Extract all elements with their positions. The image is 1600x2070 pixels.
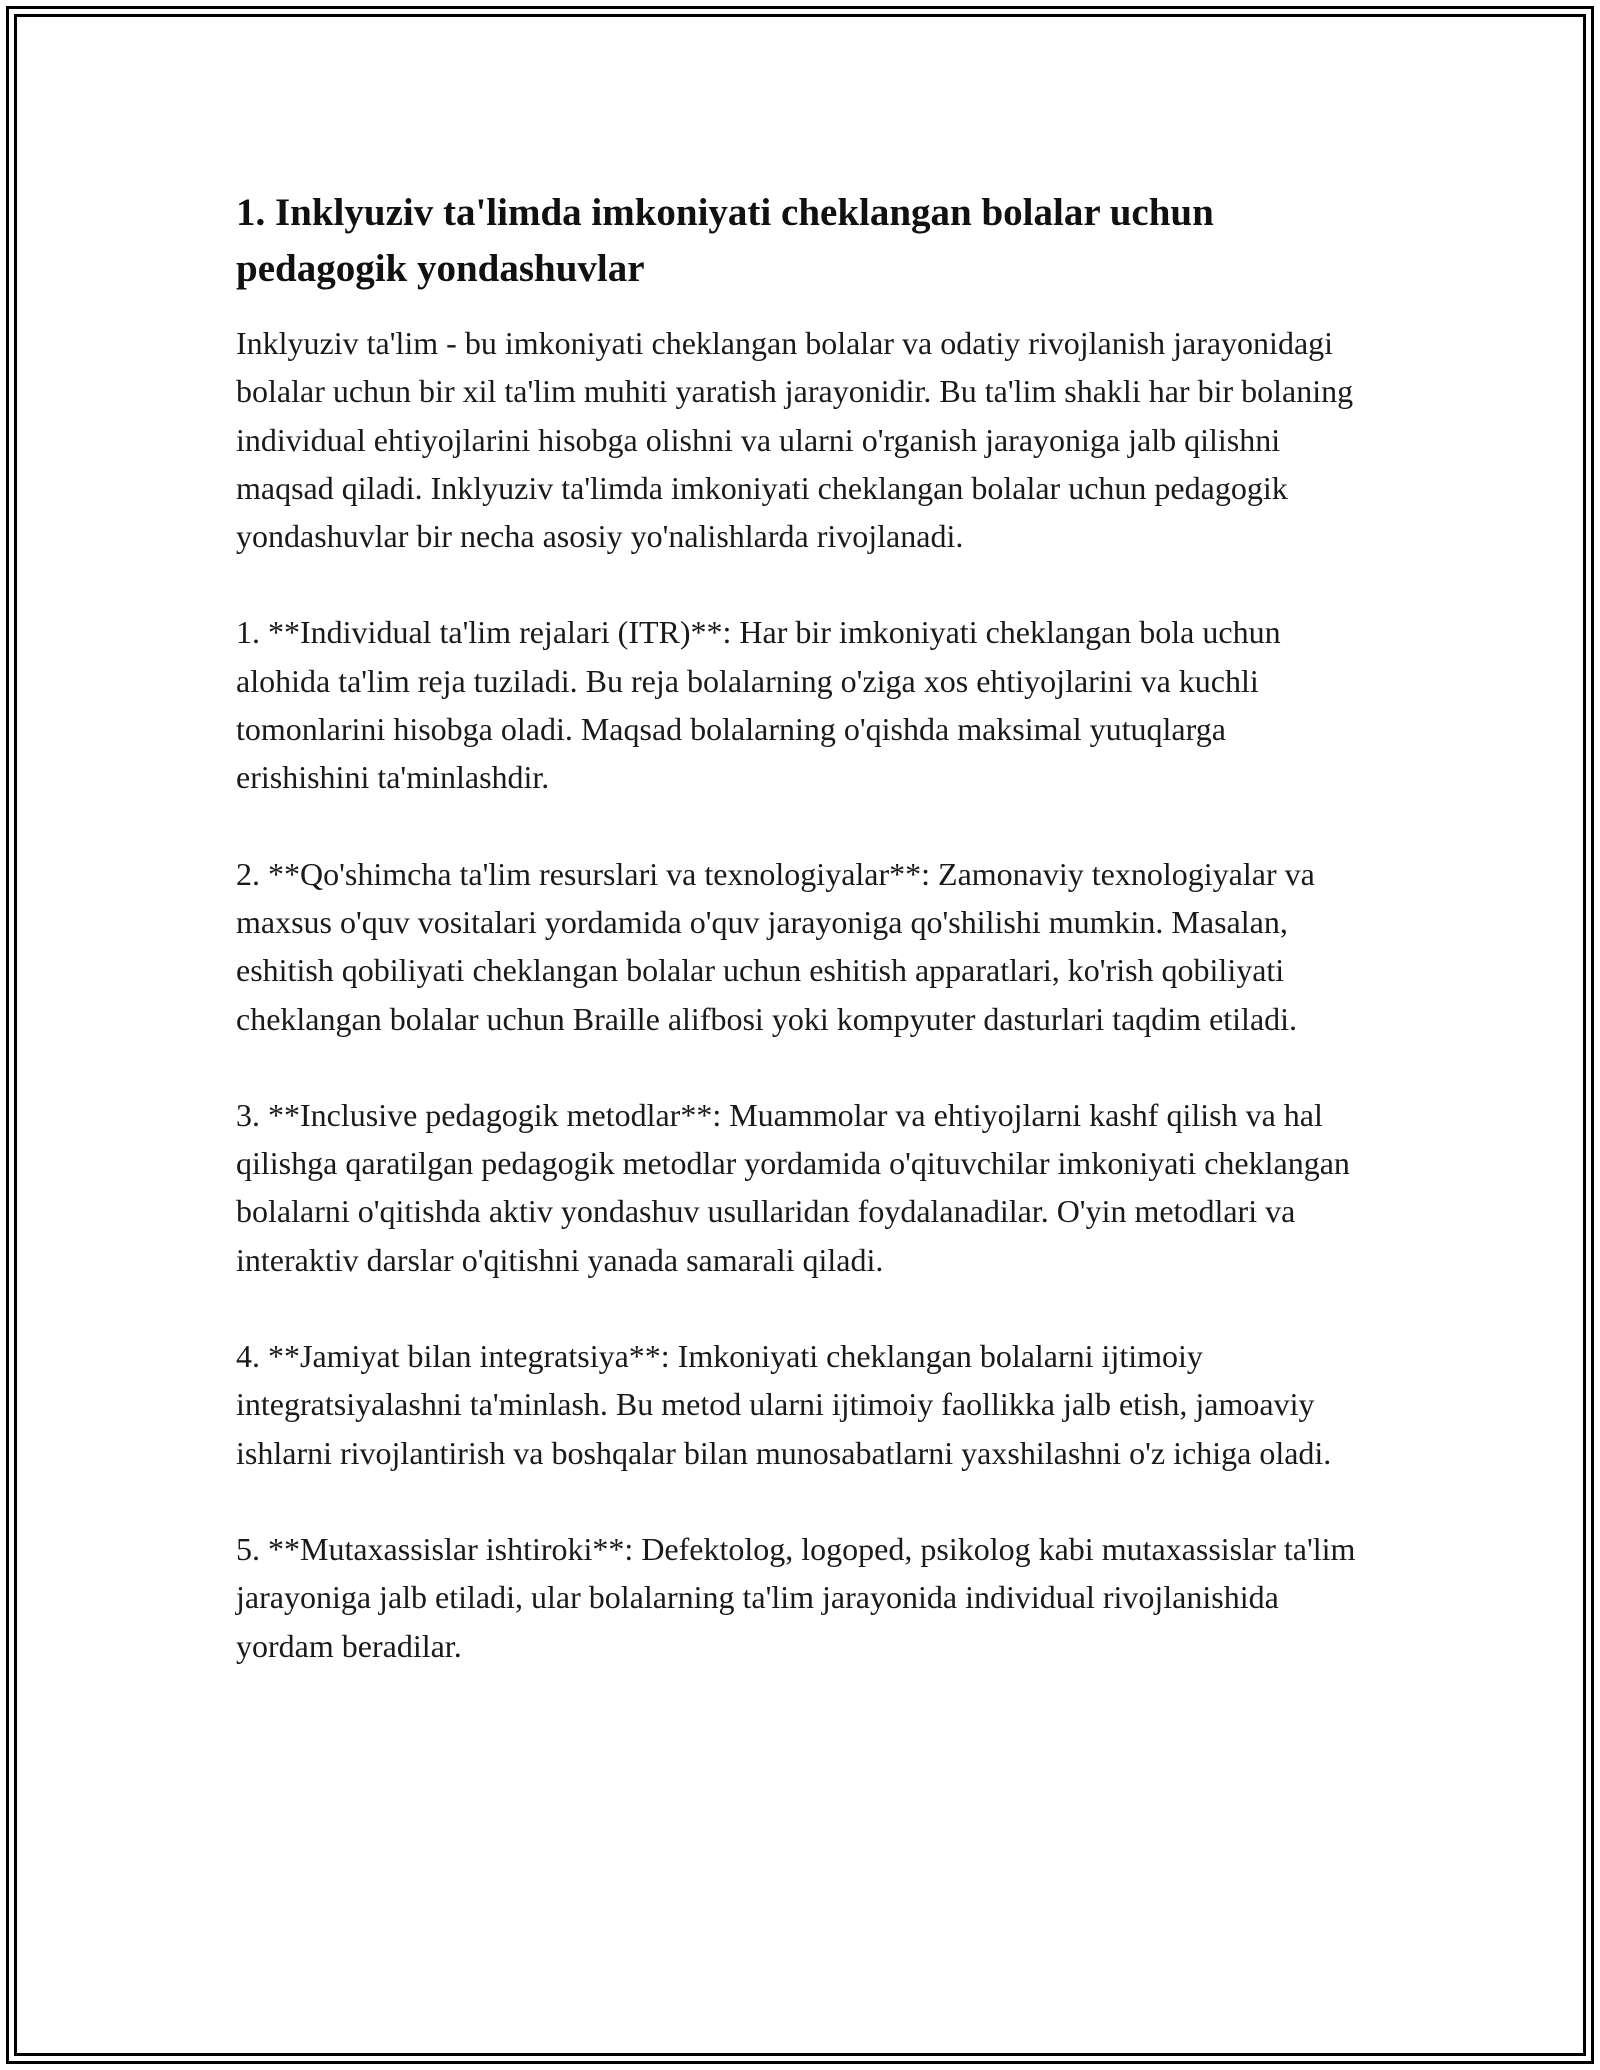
list-item-inclusive-methods: 3. **Inclusive pedagogik metodlar**: Muammolar va ehtiyojlarni kashf qilish va hal qilishga qaratilgan pedagogik metodlar yordamida o'qituvchilar imkoniyati cheklangan bolalarni o'qitishda aktiv yondashuv usullaridan foydalanadilar. O'yin metodlari va interaktiv darslar o'qitishni yanada samarali qiladi. bbox=[236, 1096, 1350, 1278]
list-item-resources-technologies: 2. **Qo'shimcha ta'lim resurslari va texnologiyalar**: Zamonaviy texnologiyalar va maxsus o'quv vositalari yordamida o'quv jarayoniga qo'shilishi mumkin. Masalan, eshitish qobiliyati cheklangan bolalar uchun eshitish apparatlari, ko'rish qobiliyati cheklangan bolalar uchun Braille alifbosi yoki kompyuter dasturlari taqdim etiladi. bbox=[236, 855, 1315, 1037]
intro-paragraph: Inklyuziv ta'lim - bu imkoniyati cheklangan bolalar va odatiy rivojlanish jarayonidagi bolalar uchun bir xil ta'lim muhiti yaratish jarayonidir. Bu ta'lim shakli har bir bolaning individual ehtiyojlarini hisobga olishni va ularni o'rganish jarayoniga jalb qilishni maqsad qiladi. Inklyuziv ta'limda imkoniyati cheklangan bolalar uchun pedagogik yondashuvlar bir necha asosiy yo'nalishlarda rivojlanadi. bbox=[236, 325, 1354, 555]
document-body bbox=[236, 185, 1366, 1718]
document-title: 1. Inklyuziv ta'limda imkoniyati cheklangan bolalar uchun pedagogik yondashuvlar bbox=[236, 191, 1214, 290]
list-item-specialists: 5. **Mutaxassislar ishtiroki**: Defektolog, logoped, psikolog kabi mutaxassislar ta'lim jarayoniga jalb etiladi, ular bolalarning ta'lim jarayonida individual rivojlanishida yordam beradilar. bbox=[236, 1530, 1356, 1664]
list-item-social-integration: 4. **Jamiyat bilan integratsiya**: Imkoniyati cheklangan bolalarni ijtimoiy integratsiyalashni ta'minlash. Bu metod ularni ijtimoiy faollikka jalb etish, jamoaviy ishlarni rivojlantirish va boshqalar bilan munosabatlarni yaxshilashni o'z ichiga oladi. bbox=[236, 1338, 1332, 1471]
list-item-individual-plans: 1. **Individual ta'lim rejalari (ITR)**: Har bir imkoniyati cheklangan bola uchun alohida ta'lim reja tuziladi. Bu reja bolalarning o'ziga xos ehtiyojlarini va kuchli tomonlarini hisobga oladi. Maqsad bolalarning o'qishda maksimal yutuqlarga erishishini ta'minlashdir. bbox=[236, 614, 1281, 796]
